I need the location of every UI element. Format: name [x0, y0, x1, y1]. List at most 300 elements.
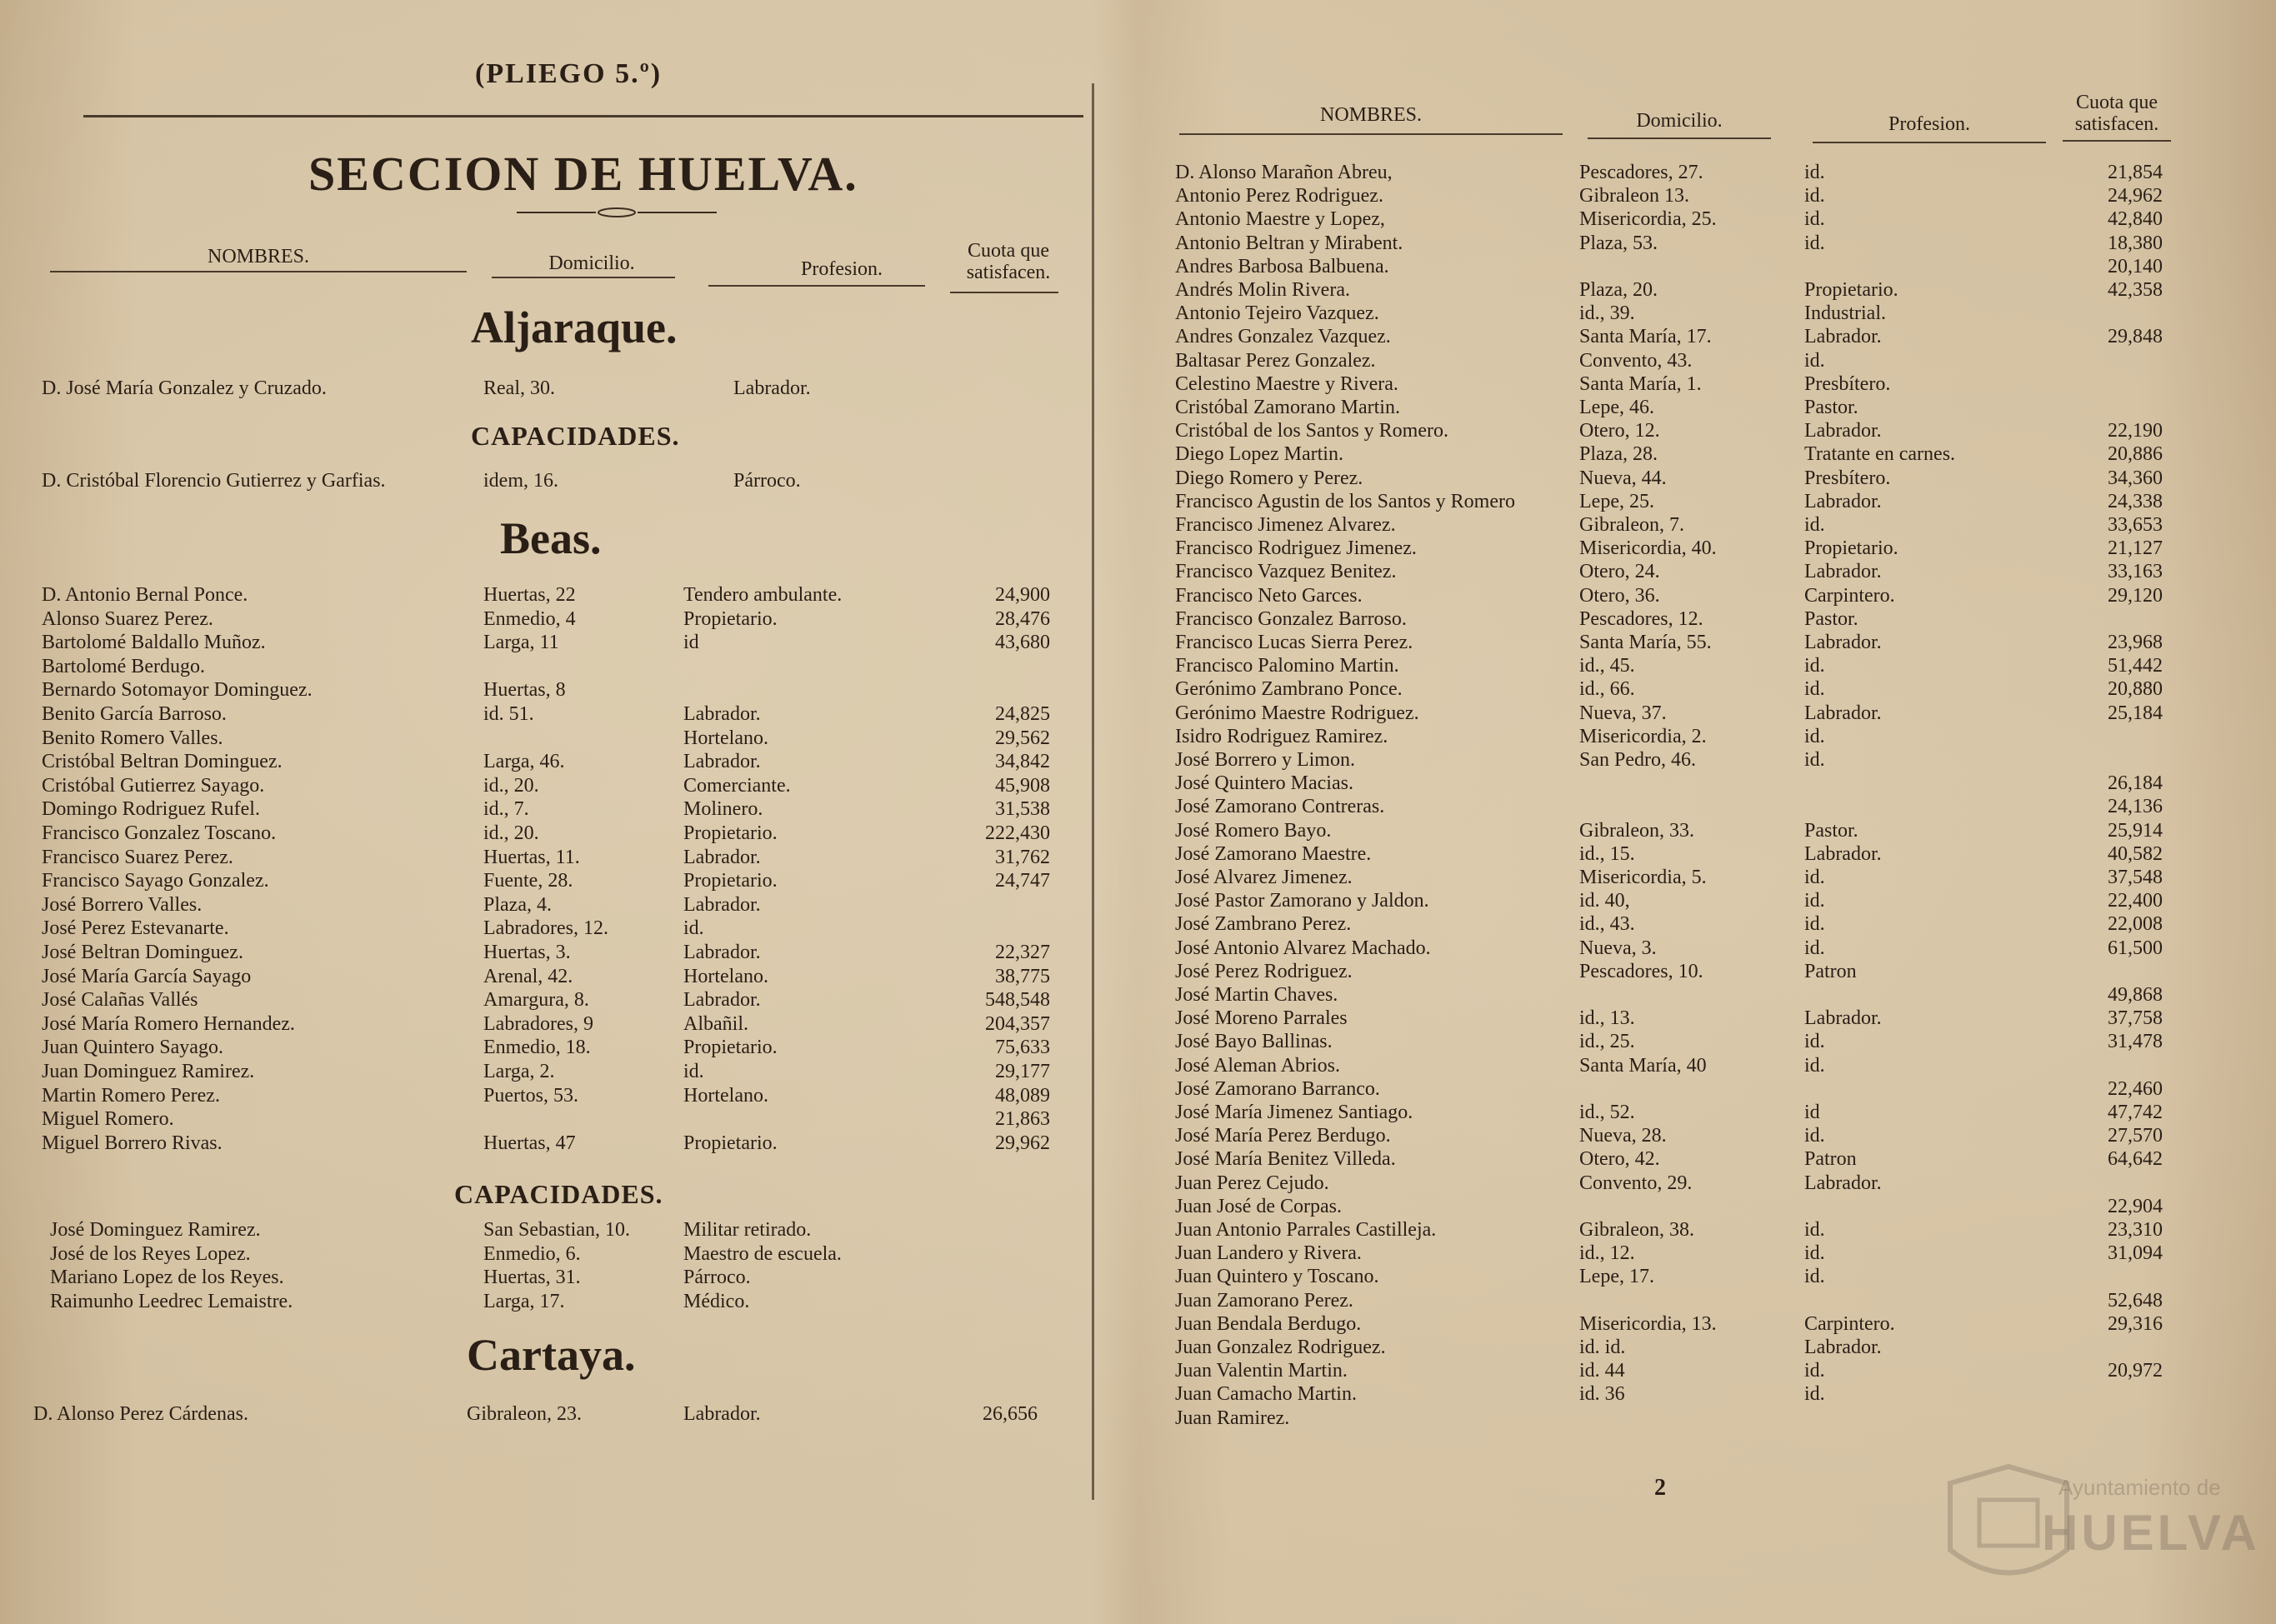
- ledger-row: [42, 822, 1075, 845]
- capacidades-heading: CAPACIDADES.: [471, 421, 680, 451]
- col-header-nombres: NOMBRES.: [207, 246, 310, 267]
- entry-domicilio: Larga, 46.: [483, 751, 565, 773]
- entry-name: Bernardo Sotomayor Dominguez.: [42, 679, 313, 702]
- entry-name: D. José María Gonzalez y Cruzado.: [42, 377, 327, 399]
- ledger-row: [1163, 513, 2188, 537]
- entry-name: Juan Gonzalez Rodriguez.: [1175, 1337, 1386, 1358]
- entry-profesion: Militar retirado.: [683, 1219, 812, 1241]
- entry-name: Benito García Barroso.: [42, 703, 227, 725]
- entry-domicilio: Huertas, 8: [483, 679, 566, 702]
- entry-name: José Zambrano Perez.: [1175, 913, 1352, 936]
- entry-cuota: 204,357: [985, 1012, 1050, 1035]
- entry-domicilio: Huertas, 22: [483, 584, 576, 606]
- ledger-row: [50, 1290, 1075, 1313]
- entry-profesion: Propietario.: [683, 1132, 778, 1154]
- entry-name: José María Perez Berdugo.: [1175, 1125, 1391, 1147]
- entry-domicilio: id., 39.: [1579, 302, 1635, 325]
- entry-cuota: 75,633: [995, 1037, 1050, 1059]
- entry-cuota: 21,127: [2108, 537, 2163, 560]
- entry-name: Francisco Neto Garces.: [1175, 584, 1363, 607]
- header-rule: [1813, 142, 2046, 143]
- ledger-row: [1163, 419, 2188, 442]
- entry-name: Juan Camacho Martin.: [1175, 1383, 1357, 1406]
- entry-name: Gerónimo Maestre Rodriguez.: [1175, 702, 1419, 724]
- col-header-nombres: NOMBRES.: [1319, 104, 1423, 126]
- entry-name: Bartolomé Baldallo Muñoz.: [42, 632, 266, 654]
- entry-domicilio: Otero, 24.: [1579, 561, 1660, 583]
- ledger-row: [1163, 372, 2188, 396]
- entry-cuota: 23,968: [2108, 632, 2163, 653]
- entry-name: José Borrero y Limon.: [1175, 749, 1355, 771]
- entry-domicilio: Convento, 29.: [1579, 1172, 1693, 1194]
- entry-cuota: 48,089: [995, 1084, 1050, 1107]
- entry-domicilio: Otero, 12.: [1579, 420, 1660, 442]
- entry-profesion: id.: [1804, 514, 1825, 536]
- ledger-row: [1163, 631, 2188, 654]
- town-cartaya: Cartaya.: [467, 1330, 636, 1380]
- ledger-row: [1163, 607, 2188, 631]
- entry-profesion: Carpintero.: [1804, 584, 1895, 607]
- entry-name: Juan Quintero y Toscano.: [1175, 1266, 1379, 1288]
- entry-profesion: id.: [1804, 937, 1825, 959]
- ledger-row: [1163, 278, 2188, 302]
- ledger-row: [1163, 467, 2188, 490]
- ledger-row: [1163, 1336, 2188, 1359]
- entry-profesion: Labrador.: [1804, 1007, 1882, 1030]
- entry-profesion: id: [683, 632, 699, 654]
- entry-profesion: id.: [1804, 867, 1825, 888]
- entry-name: José Antonio Alvarez Machado.: [1175, 937, 1431, 959]
- entry-cuota: 29,120: [2108, 584, 2163, 607]
- ledger-row: [33, 1402, 1075, 1426]
- ledger-row: [1163, 960, 2188, 983]
- entry-name: Gerónimo Zambrano Ponce.: [1175, 678, 1403, 701]
- entry-profesion: Comerciante.: [683, 774, 791, 797]
- entry-cuota: 37,758: [2108, 1007, 2163, 1030]
- entry-cuota: 61,500: [2108, 937, 2163, 959]
- entry-profesion: Industrial.: [1804, 302, 1886, 325]
- entry-profesion: Labrador.: [683, 846, 761, 868]
- ledger-row: [1163, 1265, 2188, 1288]
- entry-profesion: id.: [1804, 749, 1825, 771]
- entry-name: Bartolomé Berdugo.: [42, 655, 205, 677]
- ledger-row: [1163, 1407, 2188, 1430]
- entry-cuota: 22,327: [995, 942, 1050, 963]
- ledger-row: [1163, 983, 2188, 1007]
- entry-domicilio: Pescadores, 10.: [1579, 960, 1703, 982]
- entry-profesion: id.: [683, 1061, 704, 1082]
- ledger-row: [50, 1266, 1075, 1289]
- ledger-row: [1163, 654, 2188, 677]
- ledger-row: [42, 727, 1075, 750]
- entry-domicilio: id. id.: [1579, 1337, 1626, 1358]
- entry-domicilio: Labradores, 12.: [483, 917, 608, 940]
- entry-domicilio: Misericordia, 13.: [1579, 1312, 1717, 1335]
- ledger-row: [1163, 560, 2188, 583]
- entry-cuota: 33,653: [2108, 514, 2163, 536]
- entry-profesion: Labrador.: [1804, 490, 1882, 512]
- entry-domicilio: id., 45.: [1579, 655, 1635, 677]
- ledger-row: [1163, 207, 2188, 231]
- entry-domicilio: Enmedio, 18.: [483, 1037, 591, 1059]
- entry-cuota: 21,854: [2108, 162, 2163, 183]
- entry-name: Baltasar Perez Gonzalez.: [1175, 349, 1376, 372]
- entry-name: Juan Ramirez.: [1175, 1407, 1290, 1429]
- entry-domicilio: id., 66.: [1579, 678, 1635, 701]
- entry-name: José Zamorano Barranco.: [1175, 1077, 1380, 1100]
- ledger-row: [1163, 1242, 2188, 1265]
- entry-domicilio: Santa María, 40: [1579, 1054, 1707, 1077]
- entry-cuota: 33,163: [2108, 561, 2163, 583]
- entry-cuota: 24,338: [2108, 490, 2163, 512]
- entry-domicilio: Enmedio, 4: [483, 607, 576, 630]
- entry-domicilio: Huertas, 11.: [483, 846, 580, 868]
- entry-domicilio: Santa María, 55.: [1579, 632, 1712, 653]
- entry-name: Francisco Sayago Gonzalez.: [42, 870, 269, 892]
- entry-profesion: Propietario.: [1804, 279, 1898, 301]
- entry-name: José de los Reyes Lopez.: [50, 1242, 251, 1265]
- ledger-row: [42, 469, 1075, 492]
- ledger-row: [1163, 584, 2188, 607]
- entry-name: Cristóbal Gutierrez Sayago.: [42, 774, 265, 797]
- entry-name: José Dominguez Ramirez.: [50, 1219, 261, 1241]
- entry-domicilio: Larga, 17.: [483, 1290, 565, 1312]
- entry-name: José Aleman Abrios.: [1175, 1054, 1340, 1077]
- entry-cuota: 38,775: [995, 965, 1050, 987]
- entry-name: Andrés Molin Rivera.: [1175, 279, 1350, 301]
- entry-name: José María García Sayago: [42, 965, 252, 987]
- entry-domicilio: Gibraleon, 33.: [1579, 819, 1694, 842]
- entry-domicilio: Amargura, 8.: [483, 989, 589, 1012]
- entry-name: José Moreno Parrales: [1175, 1007, 1348, 1030]
- entry-profesion: Patron: [1804, 960, 1857, 982]
- entry-domicilio: Misericordia, 40.: [1579, 537, 1717, 560]
- ledger-row: [1163, 1124, 2188, 1147]
- entry-domicilio: Pescadores, 12.: [1579, 607, 1703, 630]
- town-aljaraque: Aljaraque.: [471, 302, 678, 352]
- entry-name: Benito Romero Valles.: [42, 727, 223, 749]
- entry-domicilio: Puertos, 53.: [483, 1084, 578, 1107]
- entry-cuota: 20,880: [2108, 678, 2163, 701]
- entry-cuota: 31,762: [995, 846, 1050, 868]
- entry-cuota: 28,476: [995, 607, 1050, 630]
- ledger-row: [1163, 819, 2188, 842]
- entry-cuota: 22,400: [2108, 890, 2163, 912]
- entry-cuota: 45,908: [995, 774, 1050, 797]
- entry-profesion: id.: [1804, 208, 1825, 231]
- entry-profesion: id.: [1804, 890, 1825, 912]
- entry-profesion: Párroco.: [733, 470, 801, 492]
- entry-cuota: 51,442: [2108, 655, 2163, 677]
- entry-name: Miguel Romero.: [42, 1108, 174, 1131]
- header-rule: [1179, 133, 1563, 135]
- entry-name: José Zamorano Maestre.: [1175, 842, 1372, 865]
- entry-profesion: Labrador.: [683, 893, 761, 916]
- entry-cuota: 29,177: [995, 1061, 1050, 1082]
- entry-domicilio: Misericordia, 5.: [1579, 867, 1707, 888]
- entry-domicilio: Labradores, 9: [483, 1012, 593, 1035]
- entry-name: Alonso Suarez Perez.: [42, 607, 213, 630]
- entry-profesion: id.: [1804, 678, 1825, 701]
- entry-cuota: 40,582: [2108, 842, 2163, 865]
- entry-domicilio: Larga, 11: [483, 632, 559, 654]
- right-page: [1163, 0, 2188, 1624]
- ledger-row: [1163, 1382, 2188, 1406]
- entry-domicilio: Convento, 43.: [1579, 349, 1693, 372]
- entry-domicilio: Misericordia, 2.: [1579, 725, 1707, 747]
- entry-profesion: Tendero ambulante.: [683, 584, 843, 606]
- ledger-row: [1163, 1359, 2188, 1382]
- ledger-row: [1163, 1195, 2188, 1218]
- entry-profesion: Médico.: [683, 1290, 750, 1312]
- entry-domicilio: Nueva, 44.: [1579, 467, 1667, 489]
- entry-domicilio: Nueva, 28.: [1579, 1125, 1667, 1147]
- entry-cuota: 25,914: [2108, 819, 2163, 842]
- ledger-row: [1163, 1077, 2188, 1101]
- entry-profesion: id.: [1804, 1383, 1825, 1406]
- entry-profesion: Labrador.: [1804, 1172, 1882, 1194]
- entry-name: Juan Zamorano Perez.: [1175, 1289, 1353, 1312]
- entry-name: D. Alonso Perez Cárdenas.: [33, 1403, 248, 1425]
- col-header-domicilio: Domicilio.: [1636, 110, 1723, 132]
- entry-domicilio: Huertas, 31.: [483, 1267, 581, 1288]
- col-header-profesion: Profesion.: [1888, 113, 1970, 135]
- entry-cuota: 31,094: [2108, 1242, 2163, 1265]
- ledger-row: [42, 702, 1075, 726]
- ledger-row: [50, 1218, 1075, 1242]
- entry-name: Cristóbal Zamorano Martin.: [1175, 397, 1400, 418]
- entry-name: Cristóbal Beltran Dominguez.: [42, 751, 283, 773]
- entry-profesion: Labrador.: [1804, 632, 1882, 653]
- entry-name: D. Alonso Marañon Abreu,: [1175, 162, 1393, 183]
- ledger-row: [1163, 912, 2188, 936]
- ledger-row: [1163, 795, 2188, 818]
- entry-profesion: Labrador.: [1804, 326, 1882, 348]
- entry-name: Francisco Palomino Martin.: [1175, 655, 1399, 677]
- page-number: 2: [1654, 1475, 1666, 1501]
- entry-domicilio: Nueva, 37.: [1579, 702, 1667, 724]
- entry-profesion: id.: [1804, 162, 1825, 183]
- entry-cuota: 222,430: [985, 822, 1050, 844]
- entry-cuota: 34,360: [2108, 467, 2163, 489]
- entry-profesion: id.: [1804, 913, 1825, 936]
- ledger-row: [42, 965, 1075, 988]
- entry-name: Celestino Maestre y Rivera.: [1175, 372, 1398, 395]
- entry-name: Francisco Gonzalez Toscano.: [42, 822, 277, 844]
- entry-domicilio: Santa María, 17.: [1579, 326, 1712, 348]
- entry-name: José Martin Chaves.: [1175, 984, 1338, 1006]
- entry-profesion: Pastor.: [1804, 607, 1858, 630]
- entry-domicilio: id., 20.: [483, 774, 539, 797]
- entry-domicilio: id., 25.: [1579, 1031, 1635, 1053]
- entry-domicilio: Pescadores, 27.: [1579, 162, 1703, 183]
- entry-cuota: 34,842: [995, 751, 1050, 773]
- entry-profesion: Maestro de escuela.: [683, 1242, 842, 1265]
- ledger-row: [1163, 866, 2188, 889]
- entry-profesion: Molinero.: [683, 798, 763, 821]
- ledger-row: [42, 377, 1075, 400]
- entry-cuota: 29,962: [995, 1132, 1050, 1154]
- entry-cuota: 18,380: [2108, 232, 2163, 254]
- entry-name: Domingo Rodriguez Rufel.: [42, 798, 260, 821]
- entry-domicilio: Misericordia, 25.: [1579, 208, 1717, 231]
- ledger-row: [50, 1242, 1075, 1266]
- entry-domicilio: id., 52.: [1579, 1102, 1635, 1123]
- entry-name: José Perez Rodriguez.: [1175, 960, 1353, 982]
- entry-name: Juan Quintero Sayago.: [42, 1037, 223, 1059]
- entry-name: José Borrero Valles.: [42, 893, 203, 916]
- entry-domicilio: idem, 16.: [483, 470, 558, 492]
- ledger-row: [1163, 442, 2188, 466]
- entry-domicilio: San Sebastian, 10.: [483, 1219, 630, 1241]
- entry-profesion: id.: [683, 917, 704, 940]
- entry-domicilio: Real, 30.: [483, 377, 555, 399]
- ledger-row: [1163, 1007, 2188, 1030]
- ledger-row: [1163, 1312, 2188, 1336]
- ledger-row: [42, 678, 1075, 702]
- entry-cuota: 26,656: [983, 1403, 1038, 1425]
- entry-cuota: 20,972: [2108, 1360, 2163, 1382]
- entry-domicilio: Gibraleon, 23.: [467, 1403, 582, 1425]
- entry-name: Cristóbal de los Santos y Romero.: [1175, 420, 1448, 442]
- entry-name: D. Cristóbal Florencio Gutierrez y Garfias.: [42, 470, 386, 492]
- entry-profesion: Hortelano.: [683, 965, 768, 987]
- entry-domicilio: Lepe, 25.: [1579, 490, 1654, 512]
- entry-cuota: 25,184: [2108, 702, 2163, 724]
- entry-name: José Bayo Ballinas.: [1175, 1031, 1333, 1053]
- entry-domicilio: id., 13.: [1579, 1007, 1635, 1030]
- entry-name: Antonio Tejeiro Vazquez.: [1175, 302, 1379, 325]
- ledger-row: [42, 1084, 1075, 1107]
- entry-domicilio: San Pedro, 46.: [1579, 749, 1696, 771]
- entry-cuota: 29,848: [2108, 326, 2163, 348]
- header-rule: [708, 285, 925, 287]
- ledger-row: [42, 917, 1075, 940]
- entry-name: Juan José de Corpas.: [1175, 1195, 1342, 1217]
- entry-profesion: Propietario.: [683, 870, 778, 892]
- entry-name: José Alvarez Jimenez.: [1175, 867, 1353, 888]
- entry-profesion: Labrador.: [1804, 842, 1882, 865]
- entry-cuota: 24,962: [2108, 185, 2163, 207]
- entry-domicilio: Gibraleon, 38.: [1579, 1219, 1694, 1241]
- entry-domicilio: Larga, 2.: [483, 1061, 555, 1082]
- entry-cuota: 31,478: [2108, 1031, 2163, 1053]
- entry-name: Mariano Lopez de los Reyes.: [50, 1267, 284, 1288]
- entry-profesion: id.: [1804, 655, 1825, 677]
- entry-name: José Perez Estevanarte.: [42, 917, 229, 940]
- ledger-row: [1163, 537, 2188, 560]
- ledger-row: [42, 1036, 1075, 1059]
- entry-name: Juan Dominguez Ramirez.: [42, 1061, 255, 1082]
- entry-cuota: 37,548: [2108, 867, 2163, 888]
- ledger-row: [42, 583, 1075, 607]
- header-rule: [50, 271, 467, 272]
- ledger-row: [1163, 842, 2188, 866]
- entry-profesion: Labrador.: [733, 377, 811, 399]
- entry-cuota: 23,310: [2108, 1219, 2163, 1241]
- entry-name: Juan Bendala Berdugo.: [1175, 1312, 1362, 1335]
- entry-profesion: Propietario.: [1804, 537, 1898, 560]
- entry-profesion: Presbítero.: [1804, 467, 1891, 489]
- entry-domicilio: Otero, 36.: [1579, 584, 1660, 607]
- entry-name: Juan Valentin Martin.: [1175, 1360, 1348, 1382]
- entry-name: Juan Perez Cejudo.: [1175, 1172, 1329, 1194]
- entry-profesion: Labrador.: [1804, 1337, 1882, 1358]
- entry-domicilio: Fuente, 28.: [483, 870, 573, 892]
- entry-name: Diego Romero y Perez.: [1175, 467, 1363, 489]
- entry-domicilio: Plaza, 53.: [1579, 232, 1658, 254]
- entry-domicilio: Gibraleon 13.: [1579, 185, 1689, 207]
- col-header-cuota: Cuota que satisfacen.: [966, 240, 1051, 283]
- entry-cuota: 20,886: [2108, 443, 2163, 466]
- entry-domicilio: id., 43.: [1579, 913, 1635, 936]
- entry-profesion: Presbítero.: [1804, 372, 1891, 395]
- ornament-divider: [517, 207, 717, 218]
- ledger-row: [42, 750, 1075, 773]
- ledger-row: [1163, 725, 2188, 748]
- entry-profesion: Tratante en carnes.: [1804, 443, 1956, 466]
- entry-profesion: Hortelano.: [683, 1084, 768, 1107]
- entry-profesion: Labrador.: [683, 942, 761, 963]
- entry-name: Antonio Maestre y Lopez,: [1175, 208, 1385, 231]
- entry-name: José Calañas Vallés: [42, 989, 198, 1012]
- entry-cuota: 24,747: [995, 870, 1050, 892]
- ledger-row: [1163, 889, 2188, 912]
- entry-name: Francisco Lucas Sierra Perez.: [1175, 632, 1413, 653]
- entry-cuota: 52,648: [2108, 1289, 2163, 1312]
- entry-cuota: 22,904: [2108, 1195, 2163, 1217]
- entry-name: D. Antonio Bernal Ponce.: [42, 584, 248, 606]
- ledger-row: [1163, 937, 2188, 960]
- watermark-institution: Ayuntamiento de: [2058, 1475, 2221, 1500]
- ledger-row: [42, 1012, 1075, 1036]
- entry-cuota: 27,570: [2108, 1125, 2163, 1147]
- entry-domicilio: Nueva, 3.: [1579, 937, 1657, 959]
- ledger-row: [1163, 1289, 2188, 1312]
- entry-domicilio: Gibraleon, 7.: [1579, 514, 1684, 536]
- entry-profesion: Labrador.: [1804, 561, 1882, 583]
- entry-name: Juan Landero y Rivera.: [1175, 1242, 1362, 1265]
- entry-name: José Quintero Macias.: [1175, 772, 1353, 795]
- entry-cuota: 22,008: [2108, 913, 2163, 936]
- entry-name: José Zamorano Contreras.: [1175, 796, 1385, 818]
- entry-name: José Romero Bayo.: [1175, 819, 1332, 842]
- entry-name: José María Jimenez Santiago.: [1175, 1102, 1413, 1123]
- entry-name: Francisco Agustin de los Santos y Romero: [1175, 490, 1515, 512]
- ledger-row: [42, 988, 1075, 1012]
- ledger-row: [1163, 184, 2188, 207]
- entry-cuota: 47,742: [2108, 1102, 2163, 1123]
- ledger-row: [42, 797, 1075, 821]
- entry-name: José Pastor Zamorano y Jaldon.: [1175, 890, 1429, 912]
- entry-profesion: id.: [1804, 1266, 1825, 1288]
- entry-name: Diego Lopez Martin.: [1175, 443, 1343, 466]
- entry-domicilio: Plaza, 4.: [483, 893, 552, 916]
- col-header-domicilio: Domicilio.: [548, 252, 635, 274]
- ledger-row: [42, 1132, 1075, 1155]
- ledger-row: [1163, 490, 2188, 513]
- entry-cuota: 64,642: [2108, 1148, 2163, 1171]
- ledger-row: [1163, 232, 2188, 255]
- ledger-row: [1163, 1030, 2188, 1053]
- entry-profesion: Propietario.: [683, 822, 778, 844]
- entry-profesion: Pastor.: [1804, 397, 1858, 418]
- entry-domicilio: id., 12.: [1579, 1242, 1635, 1265]
- entry-name: Andres Barbosa Balbuena.: [1175, 255, 1389, 277]
- entry-cuota: 43,680: [995, 632, 1050, 654]
- ledger-row: [1163, 1054, 2188, 1077]
- entry-name: Antonio Perez Rodriguez.: [1175, 185, 1383, 207]
